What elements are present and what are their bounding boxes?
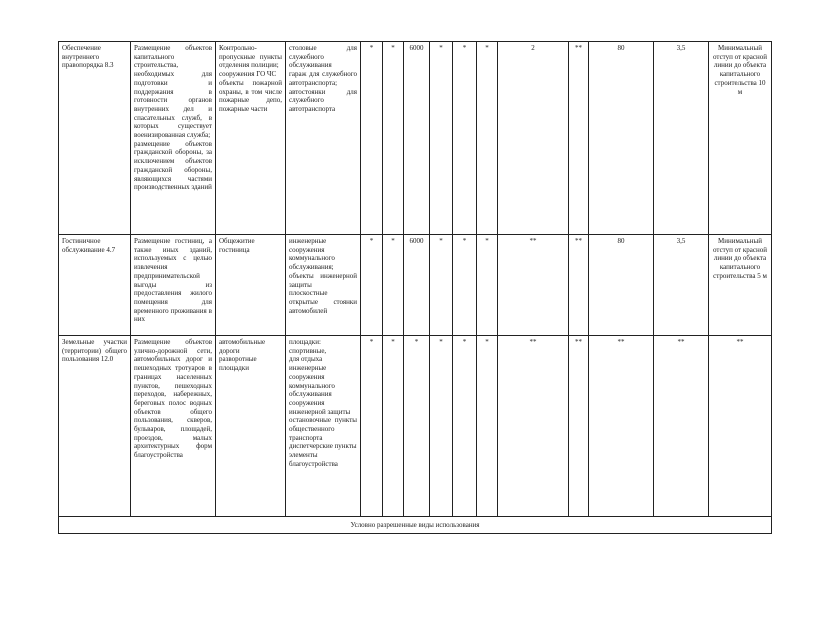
- auxiliary-objects-cell: инженерные сооружения коммунального обслуживания; объекты инженерной защиты плоскостные открытые стоянки автомобилей: [286, 235, 361, 336]
- main-objects-cell: Общежитие гостиница: [216, 235, 286, 336]
- use-name-cell: Земельные участки (территории) общего пользования 12.0: [59, 336, 131, 517]
- param-cell: **: [589, 336, 654, 517]
- param-cell: 80: [589, 235, 654, 336]
- param-cell: *: [430, 42, 453, 235]
- section-title: Условно разрешенные виды использования: [59, 517, 772, 534]
- param-cell: **: [569, 42, 589, 235]
- use-description-cell: Размещение гостиниц, а также иных зданий, используемых с целью извлечения предпринимательской выгоды из предоставления жилого помещения для временного проживания в них: [131, 235, 216, 336]
- use-name-cell: Обеспечение внутреннего правопорядка 8.3: [59, 42, 131, 235]
- table-row: [59, 42, 772, 235]
- param-cell: 3,5: [654, 42, 709, 235]
- param-cell: 80: [589, 42, 654, 235]
- param-cell: 6000: [404, 235, 430, 336]
- use-description-cell: Размещение объектов улично-дорожной сети, автомобильных дорог и пешеходных тротуаров в границах населенных пунктов, пешеходных переходов, набережных, береговых полос водных объектов общего пользования, скверов, бульваров, площадей, проездов, малых архитектурных форм благоустройства: [131, 336, 216, 517]
- param-cell: **: [498, 336, 569, 517]
- param-cell: **: [569, 235, 589, 336]
- note-cell: **: [709, 336, 772, 517]
- param-cell: 3,5: [654, 235, 709, 336]
- param-cell: *: [361, 42, 383, 235]
- param-cell: *: [453, 42, 477, 235]
- main-objects-cell: автомобильные дороги разворотные площадки: [216, 336, 286, 517]
- param-cell: *: [477, 42, 498, 235]
- param-cell: *: [477, 336, 498, 517]
- land-use-table: [58, 41, 772, 534]
- use-name-cell: Гостиничное обслуживание 4.7: [59, 235, 131, 336]
- auxiliary-objects-cell: столовые для служебного обслуживания гараж для служебного автотранспорта; автостоянки для служебного автотранспорта: [286, 42, 361, 235]
- table-row: [59, 336, 772, 517]
- use-description-cell: Размещение объектов капитального строительства, необходимых для подготовки и поддержания в готовности органов внутренних дел и спасательных служб, в которых существует военизированная служба; размещение объектов гражданской обороны, за исключением объектов гражданской обороны, являющихся частями производственных зданий: [131, 42, 216, 235]
- table-row: [59, 235, 772, 336]
- param-cell: *: [404, 336, 430, 517]
- param-cell: 2: [498, 42, 569, 235]
- param-cell: *: [383, 336, 404, 517]
- param-cell: *: [453, 336, 477, 517]
- param-cell: **: [569, 336, 589, 517]
- param-cell: 6000: [404, 42, 430, 235]
- param-cell: *: [361, 235, 383, 336]
- param-cell: **: [498, 235, 569, 336]
- param-cell: **: [654, 336, 709, 517]
- param-cell: *: [430, 336, 453, 517]
- note-cell: Минимальный отступ от красной линии до объекта капитального строительства 5 м: [709, 235, 772, 336]
- param-cell: *: [383, 42, 404, 235]
- main-objects-cell: Контрольно-пропускные пункты отделения полиции; сооружения ГО ЧС объекты пожарной охраны, в том числе пожарные депо, пожарные части: [216, 42, 286, 235]
- section-header-row: [59, 517, 772, 534]
- param-cell: *: [383, 235, 404, 336]
- note-cell: Минимальный отступ от красной линии до объекта капитального строительства 10 м: [709, 42, 772, 235]
- param-cell: *: [453, 235, 477, 336]
- param-cell: *: [361, 336, 383, 517]
- param-cell: *: [430, 235, 453, 336]
- auxiliary-objects-cell: площадки: спортивные, для отдыха инженерные сооружения коммунального обслуживания сооружения инженерной защиты остановочные пункты общественного транспорта диспетчерские пункты элементы благоустройства: [286, 336, 361, 517]
- param-cell: *: [477, 235, 498, 336]
